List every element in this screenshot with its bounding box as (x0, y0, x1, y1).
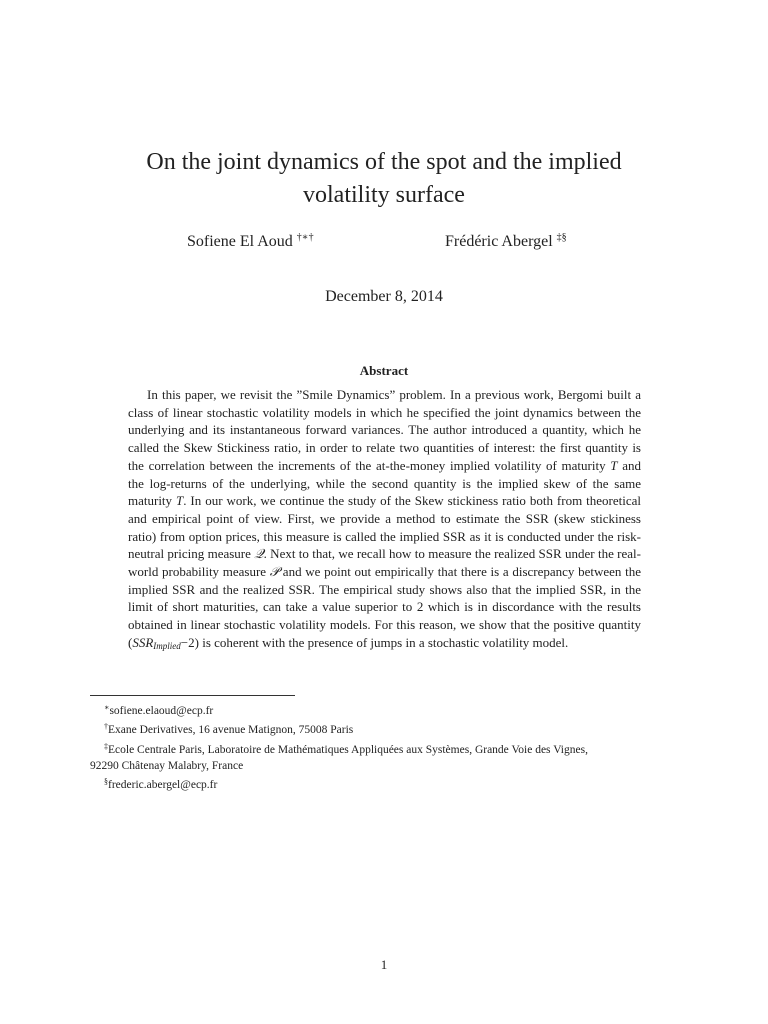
footnote-4-text: frederic.abergel@ecp.fr (108, 779, 218, 792)
footnote-2 (90, 719, 680, 738)
abstract-text (128, 386, 641, 656)
author-1-name: Sofiene El Aoud (187, 233, 293, 250)
abstract-segment-2: and the log-returns of the underlying, while the second quantity is the implied skew of the same maturity (128, 457, 641, 509)
page-number: 1 (380, 957, 388, 972)
math-measure-Q: 𝒬 (254, 546, 264, 562)
footnote-1 (90, 700, 680, 719)
abstract-segment-1: In this paper, we revisit the ”Smile Dynamics” problem. In a previous work, Bergomi built a class of linear stochastic volatility models in which he specified the joint dynamics between the underlying and its instantaneous forward variances. The author introduced a quantity, which he called the Skew Stickiness ratio, in order to relate two quantities of interest: the first quantity is the correlation between the increments of the at-the-money implied volatility of maturity (128, 387, 641, 473)
paper-title (84, 146, 684, 212)
author-1-affiliation-marks: †∗† (296, 232, 314, 243)
abstract-segment-3: . In our work, we continue the study of the Skew stickiness ratio both from theoretical and empirical point of view. First, we provide a method to estimate the SSR (skew stickiness ratio) from option prices, this measure is called the implied SSR as it is conducted under the risk-neutral pricing measure (128, 493, 641, 562)
author-2 (445, 232, 567, 251)
footnote-2-text: Exane Derivatives, 16 avenue Matignon, 75008 Paris (108, 724, 354, 737)
footnotes (90, 700, 680, 793)
footnote-3 (90, 739, 680, 758)
footnote-3-mark: ‡ (104, 741, 108, 751)
author-2-affiliation-marks: ‡§ (556, 232, 567, 243)
abstract-segment-5: and we point out empirically that there is a discrepancy between the implied SSR and the realized SSR. The empirical study shows also that the implied SSR, in the limit of short maturities, can take a value superior to 2 which is in discordance with the results obtained in linear stochastic volatility models. For this reason, we show that the positive quantity ( (128, 564, 641, 650)
footnote-3-continuation: 92290 Châtenay Malabry, France (90, 759, 244, 772)
footnote-4-mark: § (104, 777, 108, 787)
abstract-heading: Abstract (359, 363, 409, 378)
title-line-2: volatility surface (303, 182, 465, 208)
math-measure-P: 𝒫 (269, 564, 280, 580)
author-1 (187, 232, 314, 251)
math-var-T: T (610, 457, 618, 473)
math-var-T: T (176, 493, 184, 509)
math-ssr-tail: −2) (180, 634, 199, 650)
footnote-1-text: sofiene.elaoud@ecp.fr (109, 705, 214, 717)
footnote-2-mark: † (104, 722, 108, 732)
footnote-1-mark: ∗ (104, 703, 110, 712)
abstract-segment-6: is coherent with the presence of jumps in a stochastic volatility model. (198, 634, 569, 650)
title-line-1: On the joint dynamics of the spot and the implied (146, 149, 622, 175)
footnote-rule (90, 695, 295, 696)
math-ssr-subscript: Implied (153, 640, 181, 651)
footnote-4 (90, 774, 680, 793)
math-ssr: SSR (132, 634, 154, 650)
paper-date: December 8, 2014 (325, 288, 443, 305)
footnote-3-text: Ecole Centrale Paris, Laboratoire de Mathématiques Appliquées aux Systèmes, Grande Voie des Vignes, (108, 743, 588, 756)
author-2-name: Frédéric Abergel (445, 233, 553, 250)
abstract-segment-4: . Next to that, we recall how to measure the realized SSR under the real-world probability measure (128, 546, 641, 580)
